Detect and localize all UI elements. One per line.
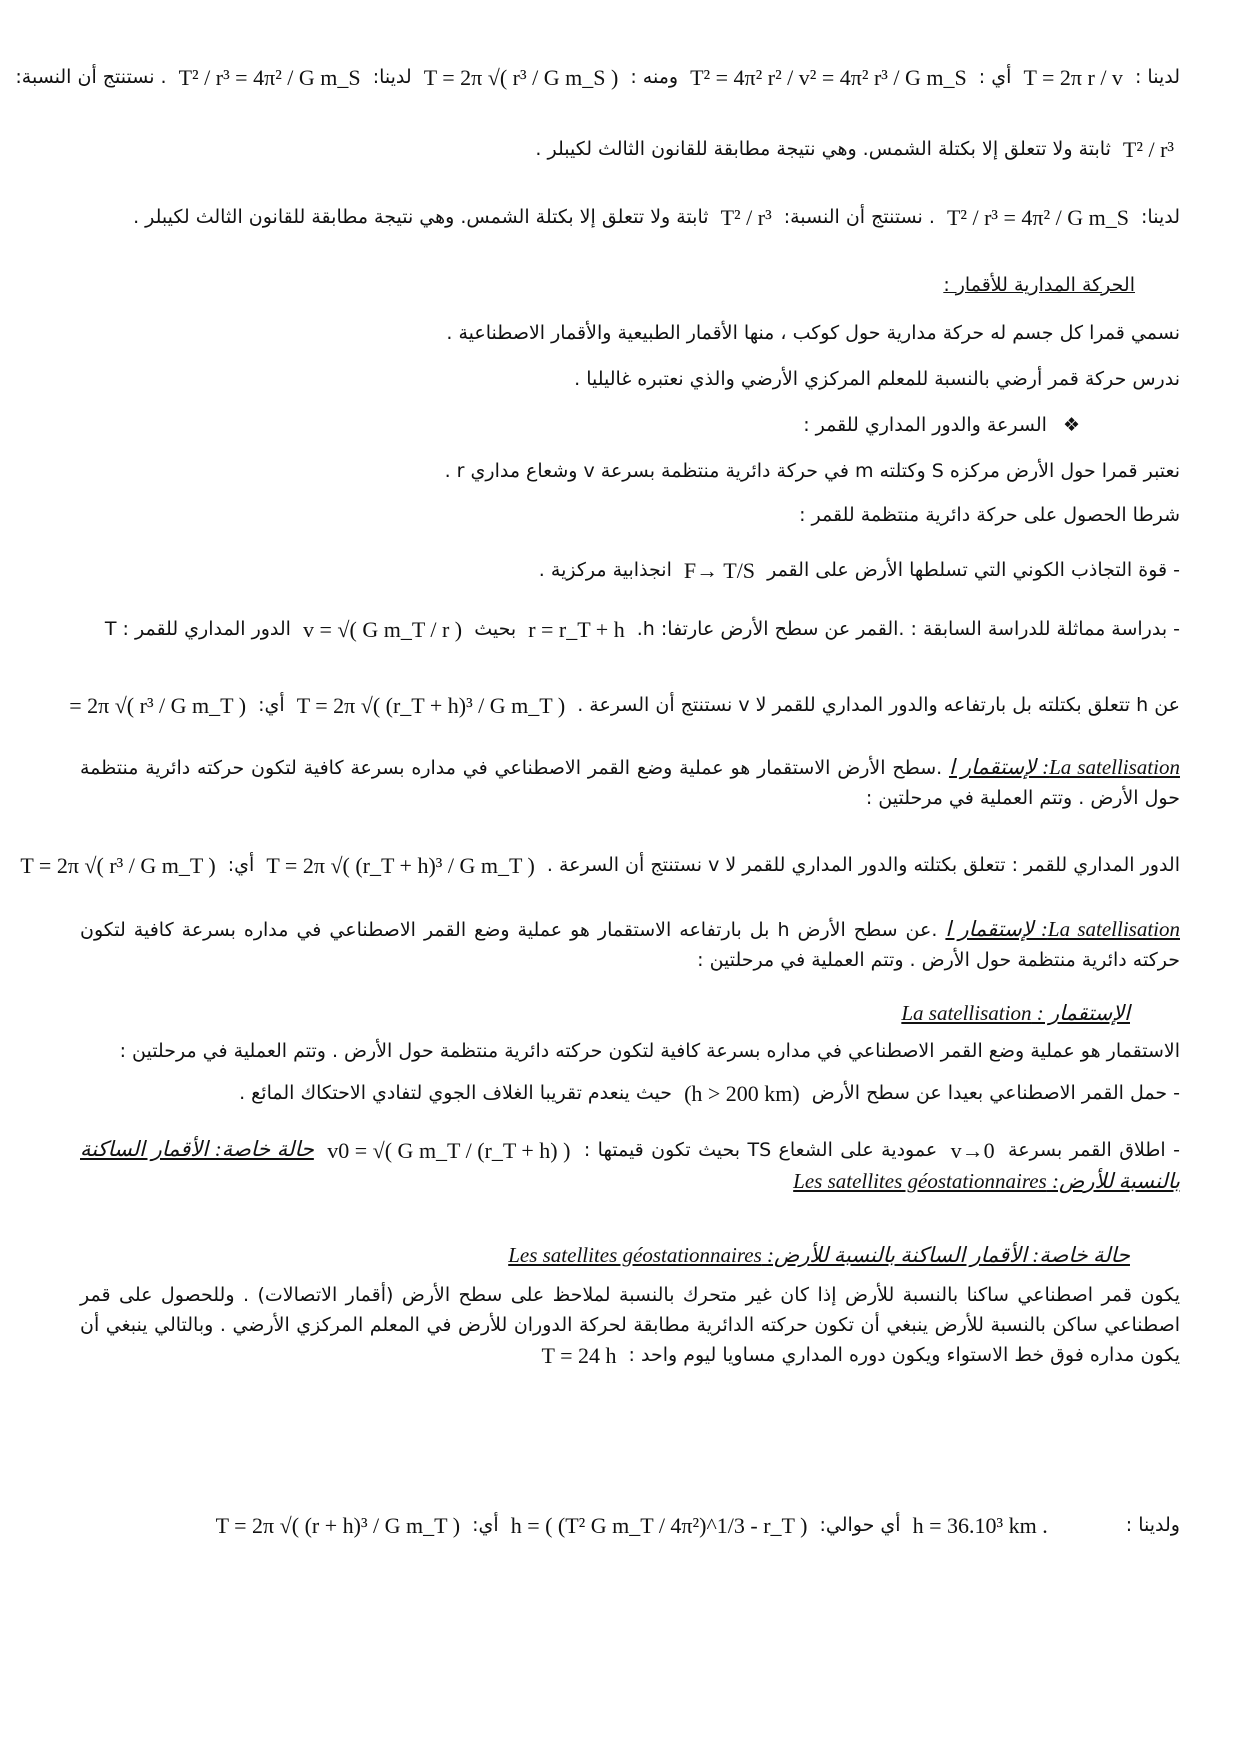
formula: T = 2π √( r³ / G m_T ) xyxy=(20,852,216,878)
text: الدور المداري للقمر : T xyxy=(104,618,291,640)
text: بحيث xyxy=(474,618,517,640)
text: أي حوالي: xyxy=(819,1514,901,1536)
subheading xyxy=(80,410,1080,440)
text: La satellisation: لإستقمار ا xyxy=(948,755,1180,779)
line-22 xyxy=(80,1510,1180,1541)
text: نعتبر قمرا حول الأرض مركزه S وكتلته m في حركة دائرية منتظمة بسرعة v وشعاع مداري r . xyxy=(444,460,1180,482)
text: لدينا : xyxy=(1134,66,1180,88)
line-14 xyxy=(20,850,1180,881)
formula: h = ( (T² G m_T / 4π²)^1/3 - r_T ) xyxy=(510,1512,808,1538)
line-20 xyxy=(80,1240,1130,1271)
text: - اطلاق القمر بسرعة xyxy=(1008,1139,1180,1161)
text: ندرس حركة قمر أرضي بالنسبة للمعلم المركزي الأرضي والذي نعتبره غاليليا . xyxy=(574,368,1180,390)
text: حالة خاصة: الأقمار الساكنة بالنسبة للأرض: Les satellites géostationnaires xyxy=(508,1243,1130,1267)
text: .عن سطح الأرض h بل بارتفاعه الاستقمار هو عملية وضع القمر الاصطناعي في مداره بسرعة كافية لتكون حركته دائرية منتظمة حول الأرض . وتتم العملية في مرحلتين : xyxy=(80,919,1180,971)
line-6 xyxy=(80,364,1180,394)
text: ولدينا : xyxy=(1125,1514,1180,1536)
formula: T² / r³ xyxy=(720,204,772,230)
text: - بدراسة مماثلة للدراسة السابقة : xyxy=(910,618,1180,640)
line-9 xyxy=(80,500,1180,530)
text: أي: xyxy=(258,694,285,716)
text: الاستقمار هو عملية وضع القمر الاصطناعي في مداره بسرعة كافية لتكون حركته دائرية منتظمة حول الأرض . وتتم العملية في مرحلتين : xyxy=(119,1040,1180,1062)
line-13 xyxy=(80,752,1180,813)
text: حالة خاصة: الأقمار الساكنة بالنسبة للأرض: Les satellites géostationnaires xyxy=(80,1137,1180,1193)
formula: T = 2π √( (r_T + h)³ / G m_T ) xyxy=(266,852,535,878)
formula: v = √( G m_T / r ) xyxy=(303,616,463,642)
heading-text: الحركة المدارية للأقمار : xyxy=(943,274,1135,296)
text: يكون قمر اصطناعي ساكنا بالنسبة للأرض إذا كان غير متحرك بالنسبة لملاحظ على سطح الأرض (أقمار الاتصالات) . وللحصول على قمر اصطناعي ساكن بالنسبة للأرض ينبغي أن تكون حركته الدائرية مطابقة لحركة الدوران للأرض في المعلم المركزي الأرضي . وبالتالي ينبغي أن يكون مداره فوق خط الاستواء ويكون دوره المداري مساويا ليوم واحد : xyxy=(80,1284,1180,1366)
formula: T = 2π √( r³ / G m_S ) xyxy=(423,64,619,90)
line-21 xyxy=(80,1280,1180,1371)
text: حيث ينعدم تقريبا الغلاف الجوي لتفادي الاحتكاك المائع . xyxy=(239,1082,673,1104)
formula: T = 24 h xyxy=(541,1342,617,1368)
text: - قوة التجاذب الكوني التي تسلطها الأرض على القمر xyxy=(767,559,1180,581)
line-19 xyxy=(80,1134,1180,1197)
text: لدينا: xyxy=(372,66,412,88)
text: عمودية على الشعاع TS بحيث تكون قيمتها : xyxy=(583,1139,938,1161)
text: أي : xyxy=(978,66,1012,88)
text: شرطا الحصول على حركة دائرية منتظمة للقمر : xyxy=(799,504,1180,526)
formula: T² / r³ = 4π² / G m_S xyxy=(946,204,1129,230)
text: انجذابية مركزية . xyxy=(538,559,672,581)
line-5 xyxy=(80,318,1180,348)
formula: r = r_T + h xyxy=(528,616,625,642)
line-8 xyxy=(80,456,1180,486)
formula: T² = 4π² r² / v² = 4π² r³ / G m_S xyxy=(690,64,967,90)
text: - حمل القمر الاصطناعي بعيدا عن سطح الأرض xyxy=(811,1082,1180,1104)
line-18 xyxy=(80,1078,1180,1109)
formula: T = 2π √( (r + h)³ / G m_T ) xyxy=(215,1512,461,1538)
formula: v→0 xyxy=(950,1137,995,1163)
line-15 xyxy=(80,914,1180,975)
diamond-bullet-icon: ❖ xyxy=(1062,414,1080,436)
formula: T² / r³ xyxy=(1122,136,1174,162)
line-10 xyxy=(80,555,1180,586)
text: أي: xyxy=(227,854,255,876)
line-11 xyxy=(80,614,1180,645)
formula: v0 = √( G m_T / (r_T + h) ) xyxy=(327,1137,571,1163)
text: الدور المداري للقمر : تتعلق بكتلته والدور المداري للقمر لا v نستنتج أن السرعة . xyxy=(546,854,1180,876)
text: ثابتة ولا تتعلق إلا بكتلة الشمس. وهي نتيجة مطابقة للقانون الثالث لكيبلر . xyxy=(133,206,709,228)
text: الإستقمار : La satellisation xyxy=(901,1001,1130,1025)
text: ثابتة ولا تتعلق إلا بكتلة الشمس. وهي نتيجة مطابقة للقانون الثالث لكيبلر . xyxy=(535,138,1111,160)
text: عن h تتعلق بكتلته بل بارتفاعه والدور المداري للقمر لا v نستنتج أن السرعة . xyxy=(577,694,1180,716)
text: لدينا: xyxy=(1141,206,1180,228)
formula: = 2π √( r³ / G m_T ) xyxy=(69,692,247,718)
text: السرعة والدور المداري للقمر : xyxy=(803,414,1047,436)
text: . نستنتج أن النسبة: xyxy=(783,206,935,228)
line-17 xyxy=(80,1036,1180,1066)
formula: T = 2π r / v xyxy=(1023,64,1123,90)
text: . نستنتج أن النسبة: xyxy=(15,66,167,88)
text: .القمر عن سطح الأرض عارتفا: h. xyxy=(636,618,905,640)
formula: h = 36.10³ km . xyxy=(912,1512,1048,1538)
text: نسمي قمرا كل جسم له حركة مدارية حول كوكب ، منها الأقمار الطبيعية والأقمار الاصطناعية . xyxy=(446,322,1180,344)
line-3 xyxy=(80,202,1180,233)
formula: T² / r³ = 4π² / G m_S xyxy=(178,64,361,90)
line-12 xyxy=(69,690,1180,721)
text: ومنه : xyxy=(630,66,679,88)
text: La satellisation: لإستقمار ا xyxy=(945,917,1180,941)
formula: F→ T/S xyxy=(683,557,756,583)
text: .سطح الأرض الاستقمار هو عملية وضع القمر الاصطناعي في مداره بسرعة كافية لتكون حركته دائرية منتظمة حول الأرض . وتتم العملية في مرحلتين : xyxy=(80,757,1180,809)
section-heading xyxy=(80,270,1135,300)
text: أي: xyxy=(472,1514,499,1536)
formula: (h > 200 km) xyxy=(684,1080,800,1106)
formula: T = 2π √( (r_T + h)³ / G m_T ) xyxy=(296,692,566,718)
line-1 xyxy=(15,62,1180,93)
line-2 xyxy=(80,134,1180,165)
line-16 xyxy=(80,998,1130,1029)
